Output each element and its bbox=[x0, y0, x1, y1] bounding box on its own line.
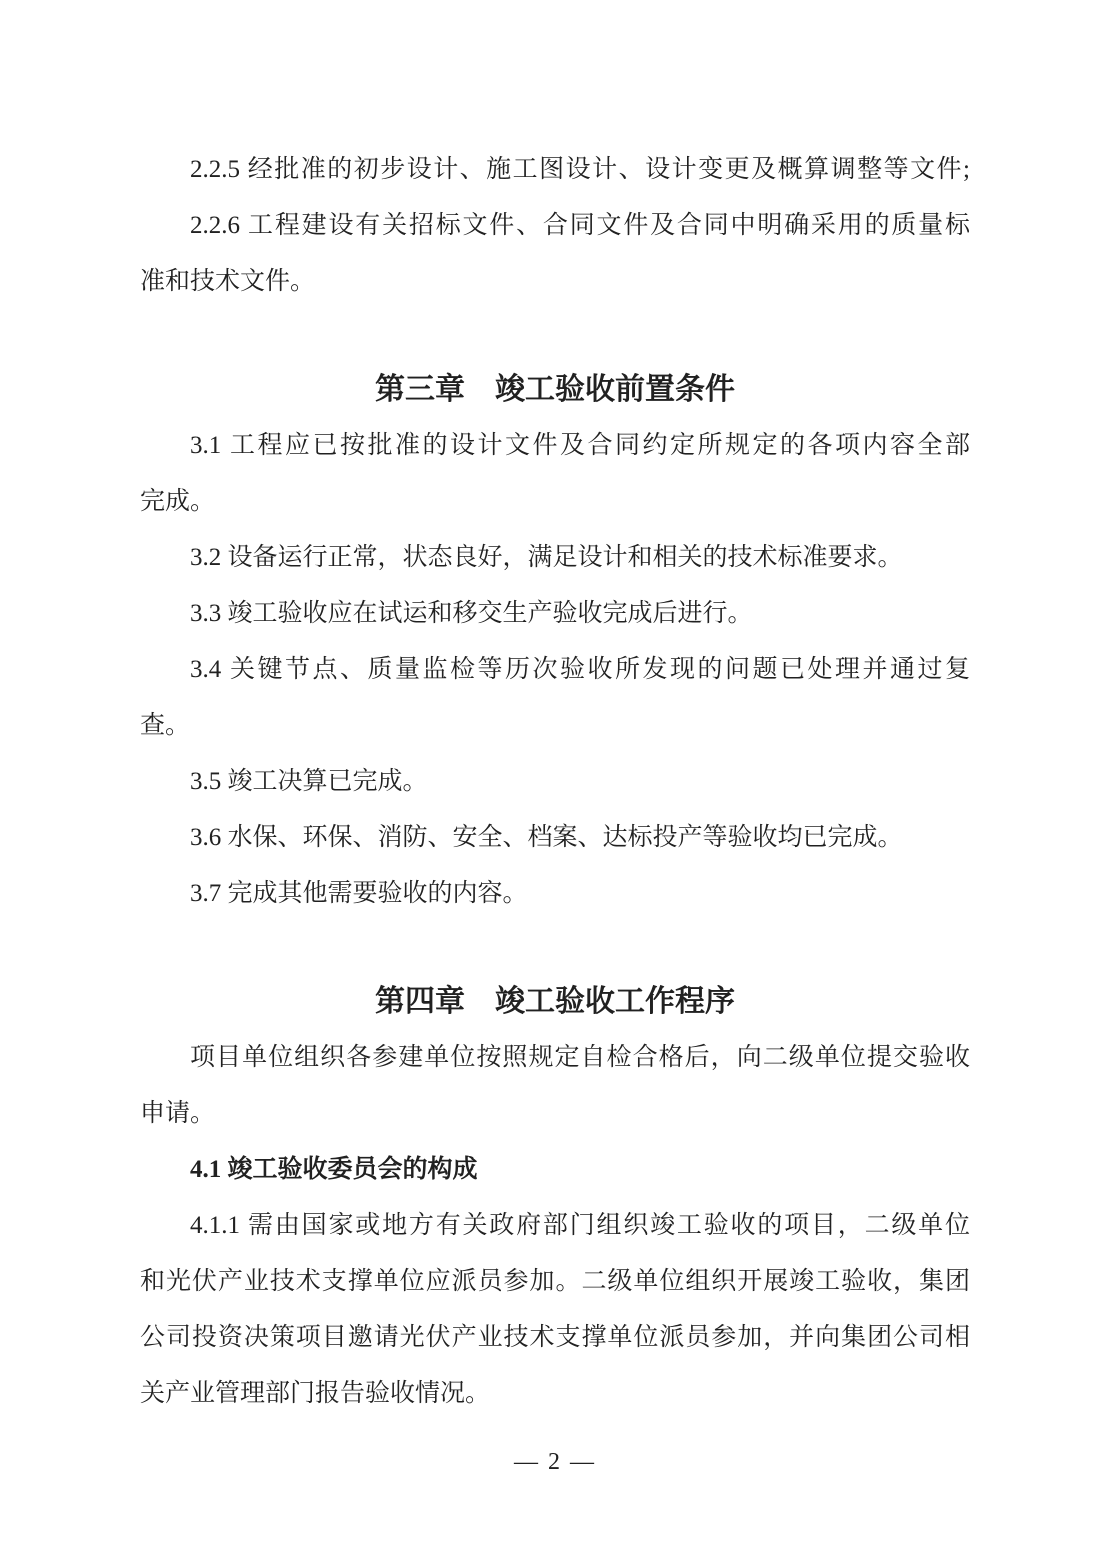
chapter-heading: 第三章 竣工验收前置条件 bbox=[375, 373, 735, 406]
text-line: 和光伏产业技术支撑单位应派员参加。二级单位组织开展竣工验收，集团 bbox=[140, 1268, 970, 1295]
document-content bbox=[140, 142, 970, 1422]
page-footer bbox=[140, 1434, 970, 1490]
text-line: 3.2 设备运行正常，状态良好，满足设计和相关的技术标准要求。 bbox=[190, 544, 903, 571]
text-line: 项目单位组织各参建单位按照规定自检合格后，向二级单位提交验收 bbox=[190, 1044, 970, 1071]
text-line: 查。 bbox=[140, 712, 191, 739]
text-line: 2.2.6 工程建设有关招标文件、合同文件及合同中明确采用的质量标 bbox=[190, 212, 970, 239]
text-line: 3.6 水保、环保、消防、安全、档案、达标投产等验收均已完成。 bbox=[190, 824, 903, 851]
text-line: 3.1 工程应已按批准的设计文件及合同约定所规定的各项内容全部 bbox=[190, 432, 970, 459]
text-line: 3.3 竣工验收应在试运和移交生产验收完成后进行。 bbox=[190, 600, 753, 627]
text-line: 4.1.1 需由国家或地方有关政府部门组织竣工验收的项目，二级单位 bbox=[190, 1212, 970, 1239]
section-heading: 4.1 竣工验收委员会的构成 bbox=[190, 1156, 478, 1183]
text-line: 申请。 bbox=[140, 1100, 216, 1127]
text-line: 完成。 bbox=[140, 488, 216, 515]
text-line: 关产业管理部门报告验收情况。 bbox=[140, 1380, 491, 1407]
text-line: 3.5 竣工决算已完成。 bbox=[190, 768, 428, 795]
page-number: — 2 — bbox=[514, 1449, 596, 1475]
text-line: 准和技术文件。 bbox=[140, 268, 316, 295]
text-line: 3.7 完成其他需要验收的内容。 bbox=[190, 880, 528, 907]
text-line: 2.2.5 经批准的初步设计、施工图设计、设计变更及概算调整等文件; bbox=[190, 156, 970, 183]
chapter-heading: 第四章 竣工验收工作程序 bbox=[375, 985, 735, 1018]
text-line: 公司投资决策项目邀请光伏产业技术支撑单位派员参加，并向集团公司相 bbox=[140, 1324, 970, 1351]
text-line: 3.4 关键节点、质量监检等历次验收所发现的问题已处理并通过复 bbox=[190, 656, 970, 683]
